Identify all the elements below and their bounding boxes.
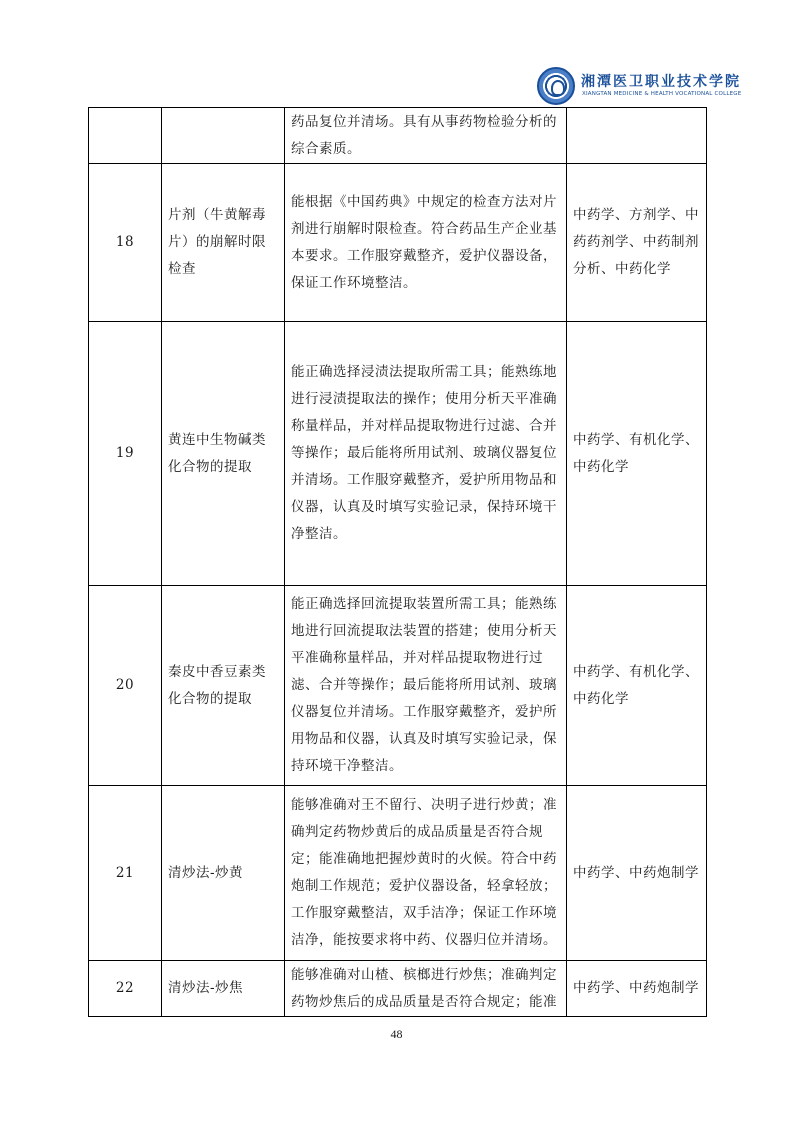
row-number: 19 (89, 322, 162, 586)
training-items-table (88, 107, 707, 1017)
table-row (89, 108, 707, 164)
requirement-text: 能够准确对王不留行、决明子进行炒黄；准确判定药物炒黄后的成品质量是否符合规定；能准确地把握炒黄时的火候。符合中药炮制工作规范；爱护仪器设备，轻拿轻放；工作服穿戴整洁，双手洁净；保证工作环境洁净，能按要求将中药、仪器归位并清场。 (285, 786, 567, 961)
requirement-text: 药品复位并清场。具有从事药物检验分析的综合素质。 (285, 108, 567, 164)
related-courses: 中药学、方剂学、中药药剂学、中药制剂分析、中药化学 (567, 164, 707, 322)
table-row (89, 786, 707, 961)
table-row (89, 164, 707, 322)
item-name: 清炒法-炒焦 (162, 961, 285, 1017)
requirement-text: 能正确选择浸渍法提取所需工具；能熟练地进行浸渍提取法的操作；使用分析天平准确称量样品，并对样品提取物进行过滤、合并等操作；最后能将所用试剂、玻璃仪器复位并清场。工作服穿戴整齐，爱护所用物品和仪器，认真及时填写实验记录，保持环境干净整洁。 (285, 322, 567, 586)
related-courses: 中药学、有机化学、中药化学 (567, 322, 707, 586)
row-number: 22 (89, 961, 162, 1017)
page-number: 48 (390, 1027, 403, 1041)
row-number: 20 (89, 586, 162, 786)
requirement-text: 能够准确对山楂、槟榔进行炒焦；准确判定药物炒焦后的成品质量是否符合规定；能准 (285, 961, 567, 1017)
item-name: 清炒法-炒黄 (162, 786, 285, 961)
related-courses: 中药学、有机化学、中药化学 (567, 586, 707, 786)
school-name-english: XIANGTAN MEDICINE & HEALTH VOCATIONAL COLLEGE (582, 91, 742, 97)
row-number: 18 (89, 164, 162, 322)
school-name: 湘潭医卫职业技术学院 (581, 74, 741, 90)
related-courses (567, 108, 707, 164)
requirement-text: 能根据《中国药典》中规定的检查方法对片剂进行崩解时限检查。符合药品生产企业基本要求。工作服穿戴整齐，爱护仪器设备，保证工作环境整洁。 (285, 164, 567, 322)
table-row (89, 322, 707, 586)
related-courses: 中药学、中药炮制学 (567, 961, 707, 1017)
table-row (89, 961, 707, 1017)
table-row (89, 586, 707, 786)
page-header (537, 67, 742, 107)
school-emblem-icon (537, 67, 575, 105)
row-number (89, 108, 162, 164)
related-courses: 中药学、中药炮制学 (567, 786, 707, 961)
row-number: 21 (89, 786, 162, 961)
item-name: 黄连中生物碱类化合物的提取 (162, 322, 285, 586)
item-name: 片剂（牛黄解毒片）的崩解时限检查 (162, 164, 285, 322)
item-name: 秦皮中香豆素类化合物的提取 (162, 586, 285, 786)
item-name (162, 108, 285, 164)
requirement-text: 能正确选择回流提取装置所需工具；能熟练地进行回流提取法装置的搭建；使用分析天平准确称量样品，并对样品提取物进行过滤、合并等操作；最后能将所用试剂、玻璃仪器复位并清场。工作服穿戴整齐，爱护所用物品和仪器，认真及时填写实验记录，保持环境干净整洁。 (285, 586, 567, 786)
